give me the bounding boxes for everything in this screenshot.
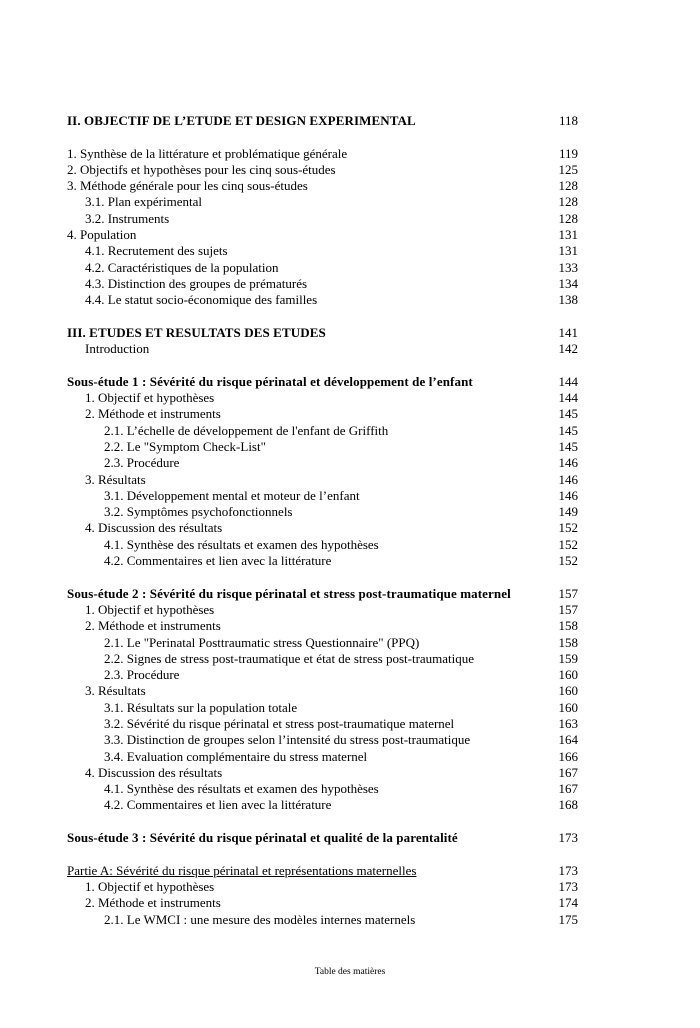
- toc-entry-row: [67, 162, 578, 178]
- toc-entry-page-number: 174: [558, 895, 578, 911]
- toc-entry-page-number: 163: [558, 715, 578, 731]
- toc-section-gap: [67, 846, 578, 862]
- toc-entry-row: [67, 797, 578, 813]
- toc-entry-page-number: 152: [558, 553, 578, 569]
- toc-entry-page-number: 128: [558, 178, 578, 194]
- toc-entry-page-number: 142: [558, 341, 578, 357]
- table-of-contents: [67, 113, 578, 928]
- toc-entry-row: [67, 439, 578, 455]
- toc-entry-row: [67, 194, 578, 210]
- toc-section-gap: [67, 309, 578, 325]
- toc-entry-page-number: 158: [558, 618, 578, 634]
- toc-entry-page-number: 160: [558, 667, 578, 683]
- toc-entry-row: [67, 781, 578, 797]
- toc-entry-title: 4. Discussion des résultats: [85, 764, 223, 780]
- toc-entry-page-number: 145: [558, 422, 578, 438]
- toc-entry-title: 1. Objectif et hypothèses: [85, 878, 215, 894]
- toc-heading-row: [67, 830, 578, 846]
- toc-entry-row: [67, 879, 578, 895]
- toc-entry-title: 4.2. Commentaires et lien avec la littérature: [104, 553, 332, 569]
- toc-entry-title: 4.3. Distinction des groupes de prématurés: [85, 275, 308, 291]
- toc-entry-row: [67, 243, 578, 259]
- toc-entry-row: [67, 276, 578, 292]
- toc-entry-row: [67, 667, 578, 683]
- toc-entry-row: [67, 553, 578, 569]
- toc-entry-title: 2.1. Le "Perinatal Posttraumatic stress Questionnaire" (PPQ): [104, 634, 420, 650]
- toc-entry-title: Partie A: Sévérité du risque périnatal et représentations maternelles: [67, 862, 417, 878]
- toc-entry-row: [67, 390, 578, 406]
- toc-entry-title: 3.1. Résultats sur la population totale: [104, 699, 298, 715]
- toc-entry-row: [67, 520, 578, 536]
- toc-entry-row: [67, 863, 578, 879]
- toc-entry-row: [67, 504, 578, 520]
- toc-entry-title: III. ETUDES ET RESULTATS DES ETUDES: [67, 324, 326, 340]
- toc-entry-title: 4.1. Recrutement des sujets: [85, 243, 228, 259]
- toc-entry-title: 2.1. Le WMCI : une mesure des modèles internes maternels: [104, 911, 416, 927]
- toc-entry-title: 3.2. Sévérité du risque périnatal et stress post-traumatique maternel: [104, 715, 455, 731]
- toc-entry-row: [67, 455, 578, 471]
- toc-entry-row: [67, 683, 578, 699]
- toc-entry-row: [67, 423, 578, 439]
- toc-entry-page-number: 125: [558, 161, 578, 177]
- toc-entry-page-number: 144: [558, 373, 578, 389]
- toc-entry-page-number: 128: [558, 194, 578, 210]
- toc-entry-page-number: 152: [558, 520, 578, 536]
- toc-section-gap: [67, 569, 578, 585]
- toc-entry-title: 4.1. Synthèse des résultats et examen des hypothèses: [104, 781, 379, 797]
- toc-entry-page-number: 158: [558, 634, 578, 650]
- toc-entry-page-number: 144: [558, 390, 578, 406]
- toc-entry-title: 2. Méthode et instruments: [85, 618, 221, 634]
- toc-entry-row: [67, 732, 578, 748]
- toc-entry-title: 4.4. Le statut socio-économique des familles: [85, 292, 318, 308]
- toc-entry-title: II. OBJECTIF DE L’ETUDE ET DESIGN EXPERIMENTAL: [67, 113, 416, 128]
- toc-heading-row: [67, 586, 578, 602]
- toc-entry-page-number: 175: [558, 911, 578, 927]
- toc-entry-title: 4.1. Synthèse des résultats et examen des hypothèses: [104, 536, 379, 552]
- toc-entry-title: 3.2. Instruments: [85, 210, 170, 226]
- toc-entry-page-number: 167: [558, 781, 578, 797]
- toc-entry-title: 4. Population: [67, 227, 137, 243]
- toc-entry-page-number: 152: [558, 536, 578, 552]
- toc-entry-page-number: 134: [558, 275, 578, 291]
- toc-entry-page-number: 138: [558, 292, 578, 308]
- toc-entry-page-number: 160: [558, 683, 578, 699]
- toc-entry-row: [67, 716, 578, 732]
- toc-heading-row: [67, 374, 578, 390]
- toc-section-gap: [67, 814, 578, 830]
- toc-entry-row: [67, 146, 578, 162]
- toc-entry-title: 1. Objectif et hypothèses: [85, 390, 215, 406]
- toc-entry-title: Sous-étude 1 : Sévérité du risque périnatal et développement de l’enfant: [67, 373, 473, 389]
- toc-entry-title: 3.2. Symptômes psychofonctionnels: [104, 504, 293, 520]
- toc-entry-row: [67, 488, 578, 504]
- toc-entry-page-number: 146: [558, 471, 578, 487]
- toc-entry-title: 2.3. Procédure: [104, 667, 180, 683]
- toc-entry-title: 3. Résultats: [85, 683, 146, 699]
- toc-entry-row: [67, 227, 578, 243]
- toc-entry-page-number: 118: [558, 113, 578, 128]
- toc-entry-title: 2.1. L’échelle de développement de l'enfant de Griffith: [104, 422, 389, 438]
- toc-entry-page-number: 145: [558, 406, 578, 422]
- toc-entry-page-number: 160: [558, 699, 578, 715]
- toc-entry-page-number: 131: [558, 243, 578, 259]
- toc-entry-page-number: 173: [558, 830, 578, 846]
- toc-entry-row: [67, 292, 578, 308]
- toc-entry-page-number: 119: [558, 145, 578, 161]
- toc-entry-page-number: 145: [558, 438, 578, 454]
- toc-entry-page-number: 173: [558, 878, 578, 894]
- toc-entry-page-number: 173: [558, 862, 578, 878]
- toc-heading-row: [67, 113, 578, 129]
- toc-entry-title: 2.2. Le "Symptom Check-List": [104, 438, 266, 454]
- toc-entry-row: [67, 260, 578, 276]
- toc-entry-title: 4.2. Caractéristiques de la population: [85, 259, 279, 275]
- toc-entry-title: 1. Synthèse de la littérature et problématique générale: [67, 145, 348, 161]
- toc-entry-row: [67, 537, 578, 553]
- toc-entry-title: 3.1. Plan expérimental: [85, 194, 202, 210]
- toc-entry-row: [67, 895, 578, 911]
- toc-entry-row: [67, 406, 578, 422]
- toc-entry-page-number: 149: [558, 504, 578, 520]
- toc-entry-title: 4. Discussion des résultats: [85, 520, 223, 536]
- toc-entry-page-number: 166: [558, 748, 578, 764]
- toc-entry-title: 3.4. Evaluation complémentaire du stress maternel: [104, 748, 368, 764]
- toc-entry-title: 3.3. Distinction de groupes selon l’intensité du stress post-traumatique: [104, 732, 471, 748]
- toc-section-gap: [67, 129, 578, 145]
- toc-entry-page-number: 167: [558, 764, 578, 780]
- toc-entry-page-number: 146: [558, 487, 578, 503]
- toc-entry-title: 3.1. Développement mental et moteur de l’enfant: [104, 487, 360, 503]
- toc-entry-row: [67, 602, 578, 618]
- toc-entry-title: 2.3. Procédure: [104, 455, 180, 471]
- toc-entry-page-number: 146: [558, 455, 578, 471]
- toc-entry-row: [67, 700, 578, 716]
- toc-entry-title: 3. Résultats: [85, 471, 146, 487]
- toc-entry-page-number: 131: [558, 227, 578, 243]
- toc-entry-page-number: 164: [558, 732, 578, 748]
- toc-entry-title: 1. Objectif et hypothèses: [85, 601, 215, 617]
- toc-entry-row: [67, 651, 578, 667]
- toc-entry-title: Introduction: [85, 341, 150, 357]
- toc-entry-title: 4.2. Commentaires et lien avec la littérature: [104, 797, 332, 813]
- toc-entry-row: [67, 211, 578, 227]
- toc-entry-title: 2. Méthode et instruments: [85, 895, 221, 911]
- toc-entry-row: [67, 472, 578, 488]
- toc-heading-row: [67, 325, 578, 341]
- toc-entry-page-number: 168: [558, 797, 578, 813]
- toc-entry-row: [67, 618, 578, 634]
- toc-entry-row: [67, 749, 578, 765]
- toc-entry-page-number: 133: [558, 259, 578, 275]
- toc-entry-page-number: 128: [558, 210, 578, 226]
- toc-entry-title: 2. Objectifs et hypothèses pour les cinq sous-études: [67, 161, 336, 177]
- toc-entry-row: [67, 341, 578, 357]
- toc-entry-title: 3. Méthode générale pour les cinq sous-études: [67, 178, 308, 194]
- toc-section-gap: [67, 357, 578, 373]
- toc-entry-page-number: 157: [558, 585, 578, 601]
- toc-entry-title: Sous-étude 2 : Sévérité du risque périnatal et stress post-traumatique maternel: [67, 585, 511, 601]
- toc-entry-row: [67, 912, 578, 928]
- toc-entry-row: [67, 765, 578, 781]
- toc-entry-page-number: 157: [558, 601, 578, 617]
- page-footer-label: Table des matières: [314, 967, 386, 977]
- toc-entry-title: Sous-étude 3 : Sévérité du risque périnatal et qualité de la parentalité: [67, 830, 458, 846]
- toc-entry-row: [67, 178, 578, 194]
- toc-entry-page-number: 141: [558, 324, 578, 340]
- toc-entry-title: 2.2. Signes de stress post-traumatique et état de stress post-traumatique: [104, 650, 475, 666]
- toc-entry-page-number: 159: [558, 650, 578, 666]
- toc-entry-title: 2. Méthode et instruments: [85, 406, 221, 422]
- toc-entry-row: [67, 635, 578, 651]
